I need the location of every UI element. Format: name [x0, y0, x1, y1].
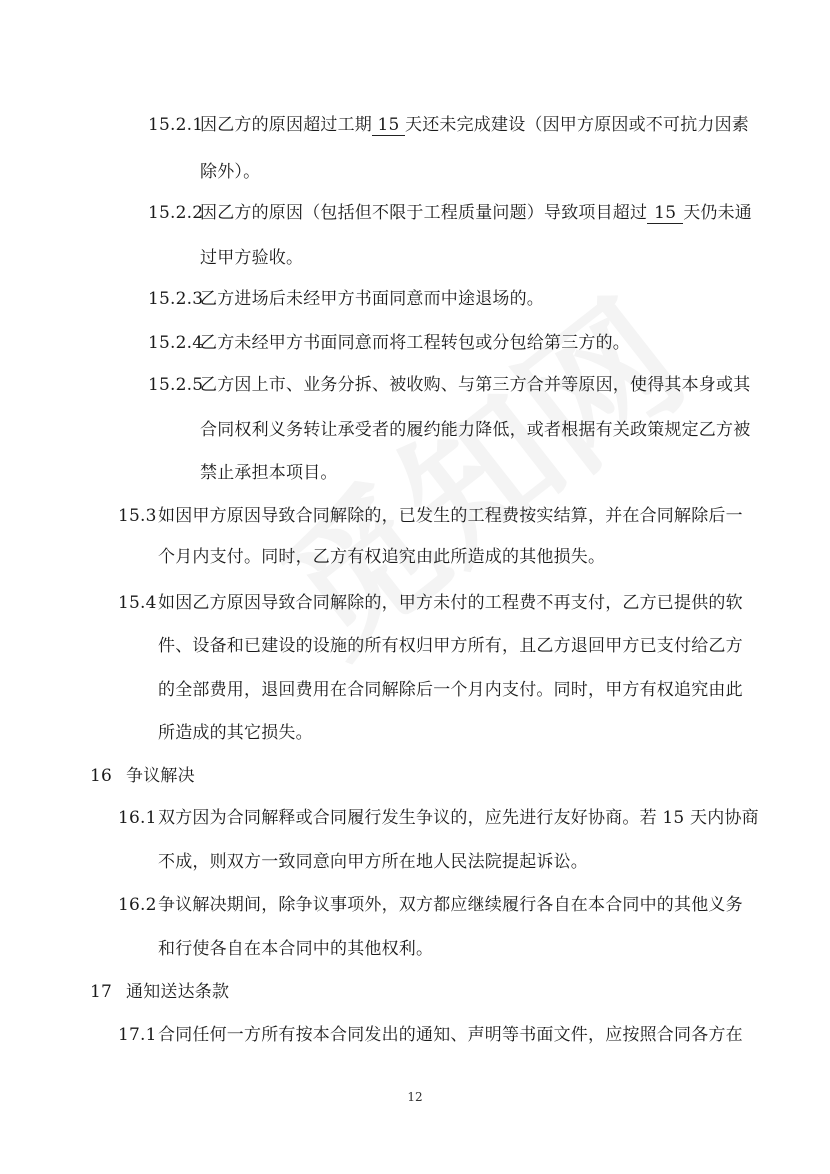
- section-number: 17: [90, 982, 113, 1002]
- clause-15-3-line-2: 个月内支付。同时，乙方有权追究由此所造成的其他损失。: [158, 547, 606, 567]
- clause-17-1-line-1: 17.1合同任何一方所有按本合同发出的通知、声明等书面文件，应按照合同各方在: [118, 1025, 743, 1045]
- clause-15-2-5-line-3: 禁止承担本项目。: [200, 463, 338, 483]
- section-number: 16: [90, 766, 113, 786]
- clause-number: 17.1: [118, 1025, 157, 1045]
- blank-days: 15: [647, 203, 683, 224]
- blank-days: 15: [372, 115, 405, 136]
- clause-number: 15.2.2: [148, 203, 204, 223]
- clause-15-2-2-line-1: 15.2.2因乙方的原因（包括但不限于工程质量问题）导致项目超过 15 天仍未通: [148, 203, 753, 223]
- clause-15-3-line-1: 15.3如因甲方原因导致合同解除的，已发生的工程费按实结算，并在合同解除后一: [118, 506, 743, 526]
- clause-number: 15.2.4: [148, 333, 204, 353]
- page-number: 12: [407, 1090, 423, 1104]
- clause-16-2-line-1: 16.2争议解决期间，除争议事项外，双方都应继续履行各自在本合同中的其他义务: [118, 895, 743, 915]
- clause-16-1-line-1: 16.1双方因为合同解释或合同履行发生争议的，应先进行友好协商。若 15 天内协商: [118, 808, 759, 828]
- clause-15-2-5-line-1: 15.2.5乙方因上市、业务分拆、被收购、与第三方合并等原因，使得其本身或其: [148, 375, 751, 395]
- clause-15-2-3: 15.2.3乙方进场后未经甲方书面同意而中途退场的。: [148, 289, 544, 309]
- clause-15-4-line-1: 15.4如因乙方原因导致合同解除的，甲方未付的工程费不再支付，乙方已提供的软: [118, 593, 743, 613]
- clause-number: 15.2.1: [148, 115, 204, 135]
- clause-15-2-2-line-2: 过甲方验收。: [200, 248, 304, 268]
- clause-16-2-line-2: 和行使各自在本合同中的其他权利。: [158, 939, 434, 959]
- clause-15-2-1-line-2: 除外）。: [200, 162, 261, 182]
- clause-number: 15.3: [118, 506, 157, 526]
- clause-15-4-line-2: 件、设备和已建设的设施的所有权归甲方所有，且乙方退回甲方已支付给乙方: [158, 636, 743, 656]
- section-16-heading: 16 争议解决: [90, 766, 195, 786]
- clause-15-2-4: 15.2.4乙方未经甲方书面同意而将工程转包或分包给第三方的。: [148, 333, 630, 353]
- clause-number: 16.2: [118, 895, 157, 915]
- clause-15-4-line-3: 的全部费用，退回费用在合同解除后一个月内支付。同时，甲方有权追究由此: [158, 680, 743, 700]
- clause-number: 16.1: [118, 808, 157, 828]
- clause-15-2-5-line-2: 合同权利义务转让承受者的履约能力降低，或者根据有关政策规定乙方被: [200, 420, 751, 440]
- clause-number: 15.4: [118, 593, 157, 613]
- clause-15-4-line-4: 所造成的其它损失。: [158, 723, 313, 743]
- clause-number: 15.2.3: [148, 289, 204, 309]
- clause-16-1-line-2: 不成，则双方一致同意向甲方所在地人民法院提起诉讼。: [158, 852, 588, 872]
- clause-number: 15.2.5: [148, 375, 204, 395]
- clause-15-2-1-line-1: 15.2.1因乙方的原因超过工期 15 天还未完成建设（因甲方原因或不可抗力因素: [148, 115, 749, 135]
- section-17-heading: 17 通知送达条款: [90, 982, 230, 1002]
